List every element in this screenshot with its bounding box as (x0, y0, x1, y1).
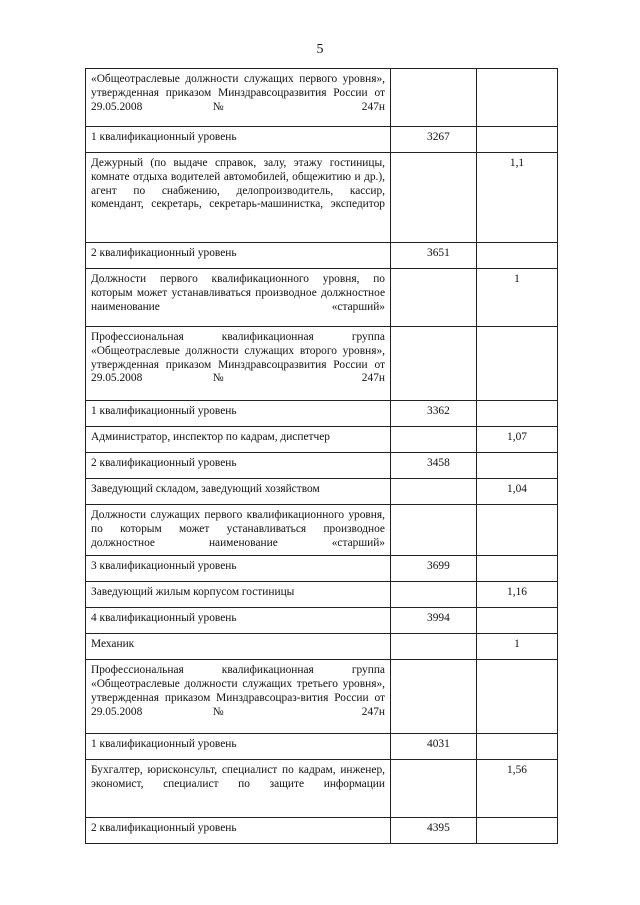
position-name-cell: Бухгалтер, юрисконсульт, специалист по кадрам, инженер, экономист, специалист по защите информации (86, 760, 391, 818)
position-name-cell: Должности служащих первого квалификационного уровня, по которым может устанавливаться производное должностное наименование «старший» (86, 505, 391, 556)
table-row (86, 153, 558, 243)
page-number: 5 (316, 42, 324, 57)
position-name-cell: 4 квалификационный уровень (86, 608, 391, 634)
salary-cell (391, 69, 477, 127)
coefficient-cell: 1 (477, 269, 558, 327)
salary-cell: 3267 (391, 127, 477, 153)
table-row (86, 127, 558, 153)
salary-cell: 3458 (391, 453, 477, 479)
table-row (86, 582, 558, 608)
coefficient-cell: 1,04 (477, 479, 558, 505)
table-row (86, 401, 558, 427)
table-row (86, 427, 558, 453)
position-name-cell: Дежурный (по выдаче справок, залу, этажу гостиницы, комнате отдыха водителей автомобилей, общежитию и др.), агент по снабжению, делопроизводитель, кассир, комендант, секретарь, секретарь-машинистка, экспедитор (86, 153, 391, 243)
position-name-cell: Заведующий жилым корпусом гостиницы (86, 582, 391, 608)
salary-cell (391, 582, 477, 608)
table-row (86, 818, 558, 844)
coefficient-cell (477, 608, 558, 634)
position-name-cell: «Общеотраслевые должности служащих первого уровня», утвержденная приказом Минздравсоцразвития России от 29.05.2008 № 247н (86, 69, 391, 127)
position-name-cell: Администратор, инспектор по кадрам, диспетчер (86, 427, 391, 453)
coefficient-cell: 1,07 (477, 427, 558, 453)
salary-cell (391, 660, 477, 734)
position-name-cell: Заведующий складом, заведующий хозяйством (86, 479, 391, 505)
position-name-cell: Профессиональная квалификационная группа «Общеотраслевые должности служащих второго уровня», утвержденная приказом Минздравсоцразвития России от 29.05.2008 № 247н (86, 327, 391, 401)
salary-cell: 3699 (391, 556, 477, 582)
position-name-cell: 2 квалификационный уровень (86, 243, 391, 269)
salary-table (85, 68, 558, 844)
coefficient-cell (477, 69, 558, 127)
position-name-cell: Профессиональная квалификационная группа «Общеотраслевые должности служащих третьего уровня», утвержденная приказом Минздравсоцраз-вития России от 29.05.2008 № 247н (86, 660, 391, 734)
salary-cell (391, 427, 477, 453)
table-row (86, 660, 558, 734)
table-row (86, 243, 558, 269)
coefficient-cell (477, 127, 558, 153)
salary-cell (391, 327, 477, 401)
position-name-cell: 2 квалификационный уровень (86, 453, 391, 479)
coefficient-cell (477, 734, 558, 760)
table-row (86, 327, 558, 401)
table-row (86, 453, 558, 479)
coefficient-cell (477, 505, 558, 556)
salary-cell (391, 634, 477, 660)
coefficient-cell (477, 556, 558, 582)
table-row (86, 556, 558, 582)
table-row (86, 69, 558, 127)
salary-cell: 4395 (391, 818, 477, 844)
salary-cell: 3362 (391, 401, 477, 427)
table-row (86, 634, 558, 660)
salary-cell (391, 269, 477, 327)
coefficient-cell (477, 660, 558, 734)
table-row (86, 479, 558, 505)
position-name-cell: 1 квалификационный уровень (86, 401, 391, 427)
position-name-cell: Должности первого квалификационного уровня, по которым может устанавливаться производное должностное наименование «старший» (86, 269, 391, 327)
coefficient-cell: 1,16 (477, 582, 558, 608)
coefficient-cell (477, 818, 558, 844)
salary-cell (391, 760, 477, 818)
coefficient-cell: 1,56 (477, 760, 558, 818)
table-row (86, 608, 558, 634)
coefficient-cell (477, 401, 558, 427)
coefficient-cell (477, 327, 558, 401)
position-name-cell: 2 квалификационный уровень (86, 818, 391, 844)
position-name-cell: 1 квалификационный уровень (86, 127, 391, 153)
position-name-cell: 1 квалификационный уровень (86, 734, 391, 760)
coefficient-cell: 1 (477, 634, 558, 660)
coefficient-cell (477, 453, 558, 479)
salary-cell: 3994 (391, 608, 477, 634)
salary-cell: 4031 (391, 734, 477, 760)
coefficient-cell (477, 243, 558, 269)
salary-cell (391, 153, 477, 243)
table-row (86, 760, 558, 818)
salary-cell (391, 505, 477, 556)
position-name-cell: Механик (86, 634, 391, 660)
table-row (86, 269, 558, 327)
salary-cell: 3651 (391, 243, 477, 269)
salary-cell (391, 479, 477, 505)
table-row (86, 734, 558, 760)
position-name-cell: 3 квалификационный уровень (86, 556, 391, 582)
table-row (86, 505, 558, 556)
coefficient-cell: 1,1 (477, 153, 558, 243)
